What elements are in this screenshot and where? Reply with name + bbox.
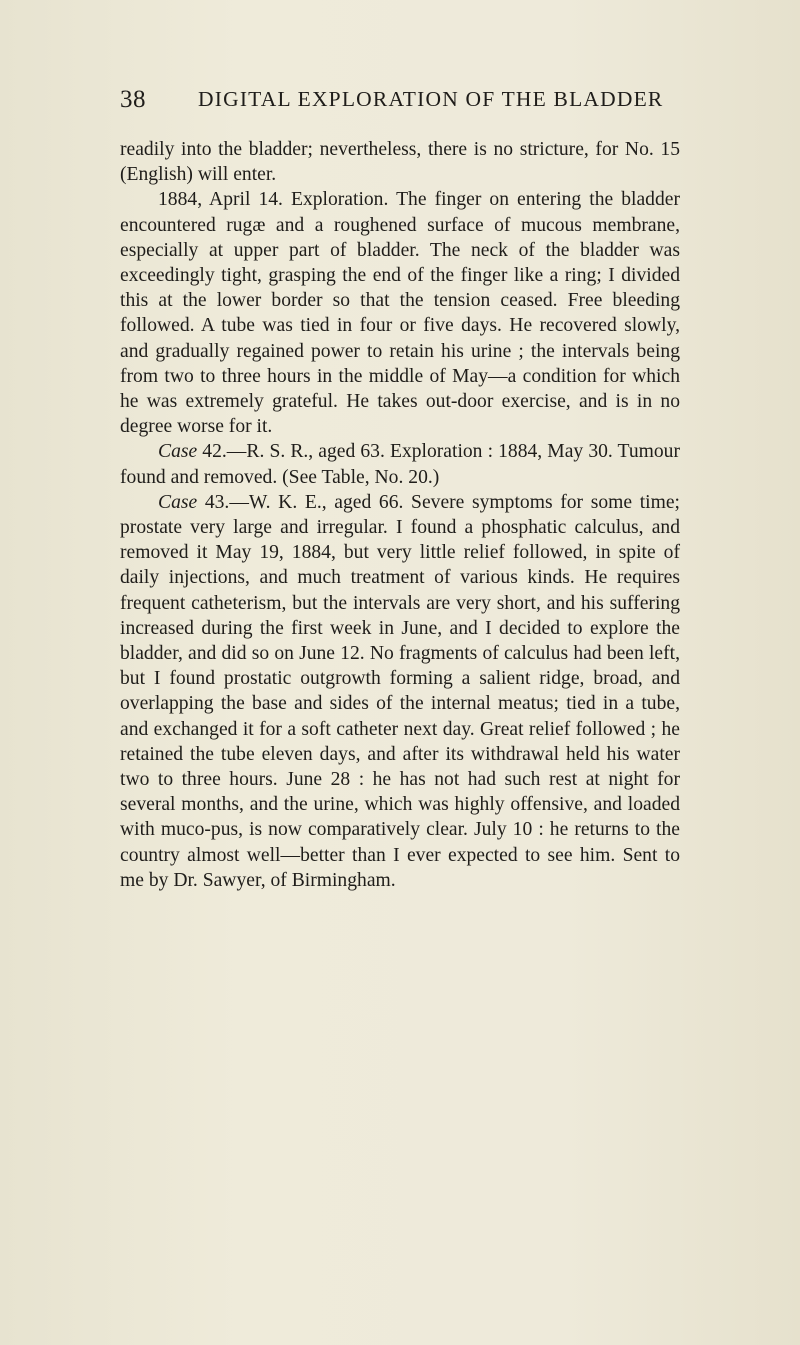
paragraph-text: 42.—R. S. R., aged 63. Exploration : 1884, May 30. Tumour found and removed. (See Table, No. 20.) xyxy=(120,441,680,488)
case-label: Case xyxy=(158,491,198,513)
case-label: Case xyxy=(158,441,198,463)
body-text xyxy=(120,137,680,893)
paragraph-case-43 xyxy=(120,490,680,893)
paragraph-continuation xyxy=(120,137,680,187)
paragraph-text: 1884, April 14. Exploration. The finger on entering the bladder encountered rugæ and a roughened surface of mucous membrane, especially at upper part of bladder. The neck of the bladder was exceedingly tight, grasping the end of the finger like a ring; I divided this at the lower border so that the tension ceased. Free bleeding followed. A tube was tied in four or five days. He recovered slowly, and gradually regained power to retain his urine ; the intervals being from two to three hours in the middle of May—a condition for which he was extremely grateful. He takes out-door exercise, and is in no degree worse for it. xyxy=(120,189,680,438)
running-title: DIGITAL EXPLORATION OF THE BLADDER xyxy=(198,87,664,111)
running-head xyxy=(120,86,680,116)
paragraph-case-42 xyxy=(120,439,680,489)
page-number: 38 xyxy=(120,86,146,113)
paragraph-text: readily into the bladder; nevertheless, there is no stricture, for No. 15 (English) will enter. xyxy=(120,139,680,186)
paragraph-exploration-april xyxy=(120,187,680,439)
paragraph-text: 43.—W. K. E., aged 66. Severe symptoms for some time; prostate very large and irregular. I found a phosphatic calculus, and removed it May 19, 1884, but very little relief followed, in spite of daily injections, and much treatment of various kinds. He requires frequent catheterism, but the intervals are very short, and his suffering increased during the first week in June, and I decided to explore the bladder, and did so on June 12. No fragments of calculus had been left, but I found prostatic outgrowth forming a salient ridge, broad, and overlapping the base and sides of the internal meatus; tied in a tube, and exchanged it for a soft catheter next day. Great relief followed ; he retained the tube eleven days, and after its withdrawal held his water two to three hours. June 28 : he has not had such rest at night for several months, and the urine, which was highly offensive, and loaded with muco-pus, is now comparatively clear. July 10 : he returns to the country almost well—better than I ever expected to see him. Sent to me by Dr. Sawyer, of Birmingham. xyxy=(120,491,680,891)
